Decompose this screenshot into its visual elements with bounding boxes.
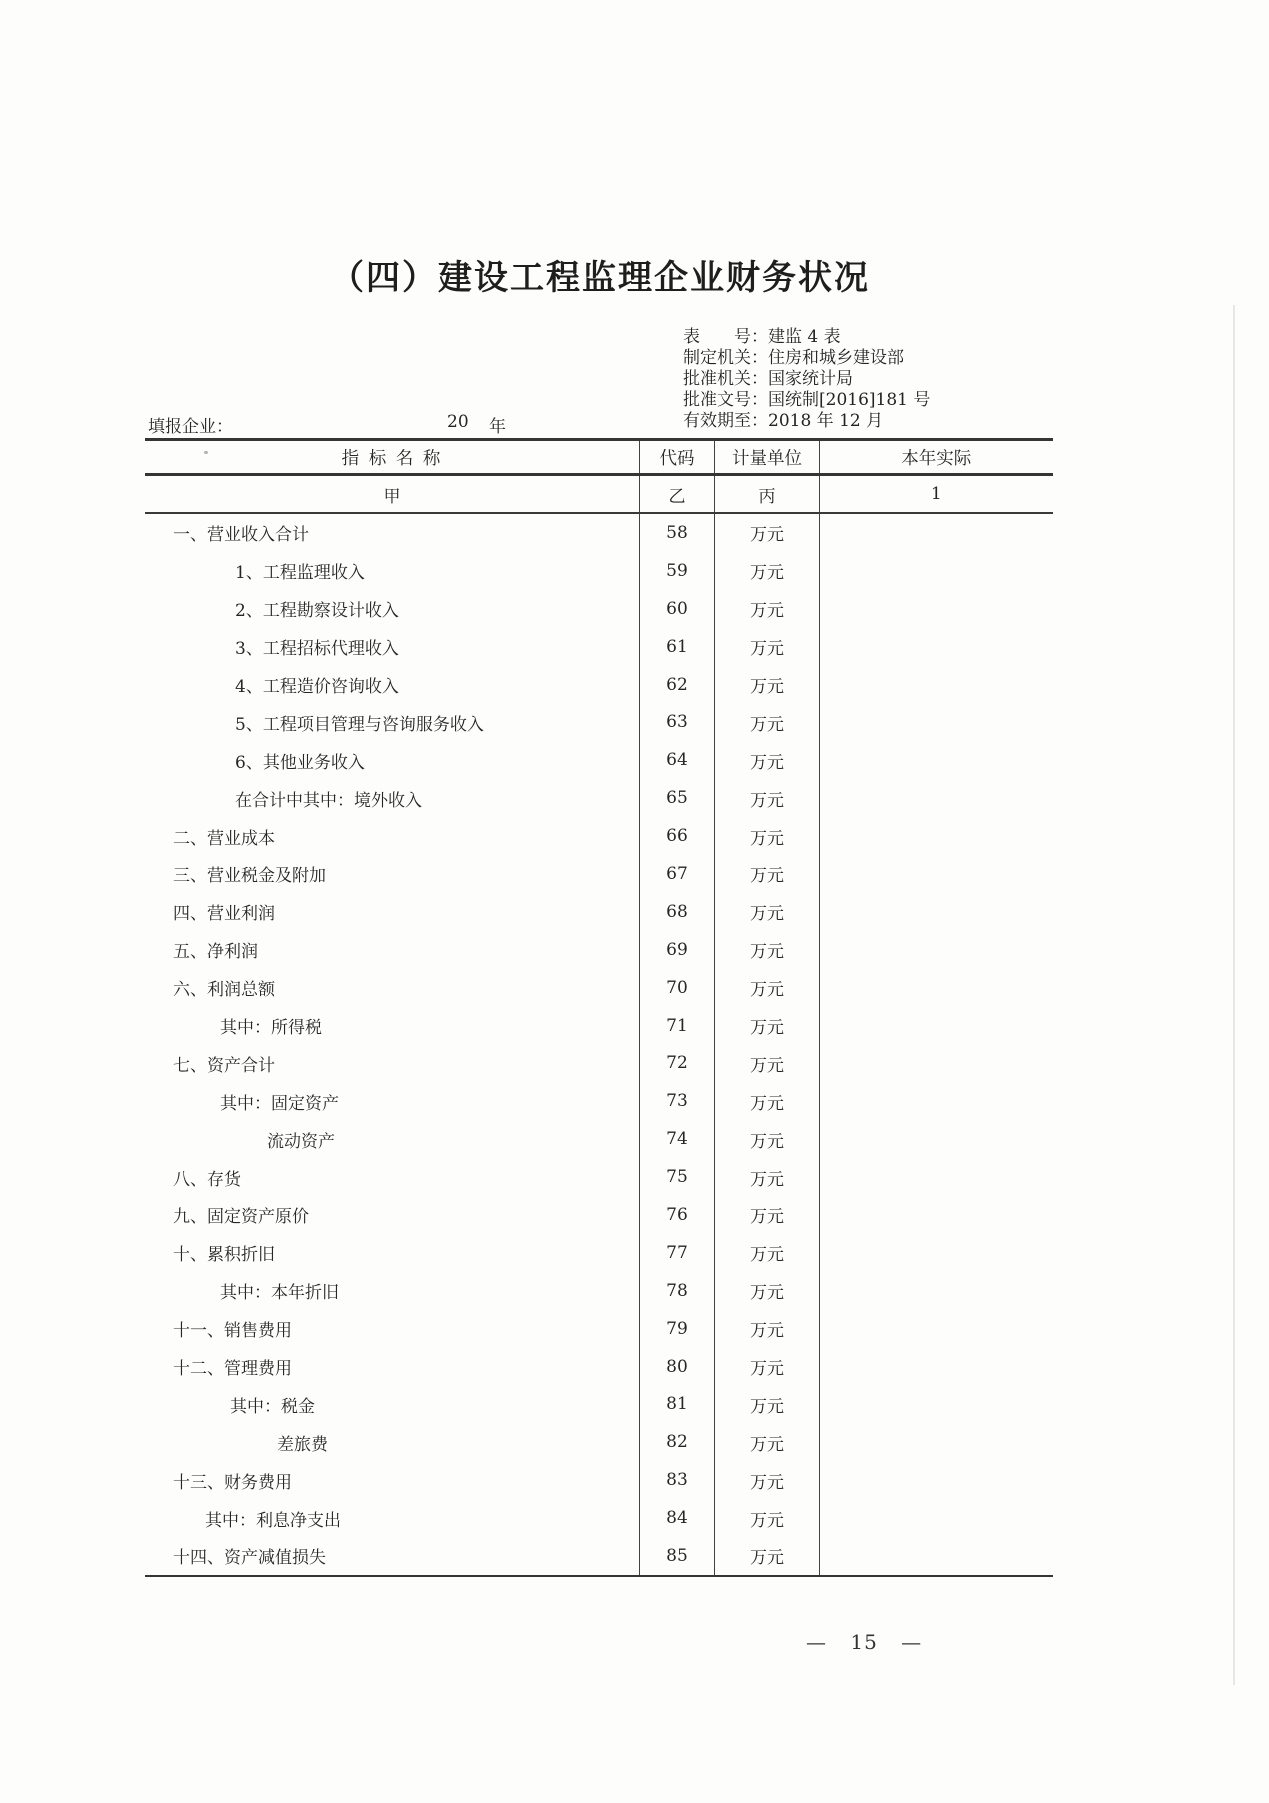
current-year-value-cell	[820, 1234, 1053, 1272]
indicator-name-cell: 其中：固定资产	[145, 1082, 640, 1120]
unit-cell: 万元	[715, 1537, 820, 1575]
table-row	[145, 628, 1053, 666]
header-code: 代码	[640, 441, 715, 473]
table-row	[145, 1007, 1053, 1045]
indicator-name-cell: 在合计中其中：境外收入	[145, 779, 640, 817]
subheader-one: 1	[930, 484, 942, 504]
unit-cell: 万元	[715, 931, 820, 969]
code-cell: 82	[640, 1423, 715, 1461]
current-year-value-cell	[820, 628, 1053, 666]
table-row	[145, 1196, 1053, 1234]
current-year-value-cell	[820, 1007, 1053, 1045]
meta-issuing-agency: 制定机关：住房和城乡建设部	[683, 348, 904, 368]
code-cell: 62	[640, 666, 715, 704]
current-year-value-cell	[820, 514, 1053, 552]
unit-cell: 万元	[715, 1196, 820, 1234]
unit-cell: 万元	[715, 1007, 820, 1045]
page-edge-shadow	[1233, 305, 1235, 1685]
indicator-name-cell: 六、利润总额	[145, 969, 640, 1007]
code-cell: 80	[640, 1348, 715, 1386]
current-year-value-cell	[820, 855, 1053, 893]
table-row	[145, 1120, 1053, 1158]
year-prefix: 20	[447, 412, 469, 432]
unit-cell: 万元	[715, 1385, 820, 1423]
indicator-name-cell: 其中：税金	[145, 1385, 640, 1423]
unit-cell: 万元	[715, 1082, 820, 1120]
current-year-value-cell	[820, 1310, 1053, 1348]
code-cell: 85	[640, 1537, 715, 1575]
current-year-value-cell	[820, 969, 1053, 1007]
indicator-name-cell: 一、营业收入合计	[145, 514, 640, 552]
unit-cell: 万元	[715, 666, 820, 704]
table-row	[145, 893, 1053, 931]
table-row	[145, 1158, 1053, 1196]
unit-cell: 万元	[715, 779, 820, 817]
code-cell: 69	[640, 931, 715, 969]
unit-cell: 万元	[715, 1234, 820, 1272]
current-year-value-cell	[820, 1196, 1053, 1234]
unit-cell: 万元	[715, 855, 820, 893]
subheader-bing: 丙	[715, 476, 820, 512]
indicator-name-cell: 6、其他业务收入	[145, 741, 640, 779]
indicator-name-cell: 四、营业利润	[145, 893, 640, 931]
indicator-name-cell: 其中：利息净支出	[145, 1499, 640, 1537]
code-cell: 70	[640, 969, 715, 1007]
table-row	[145, 514, 1053, 552]
current-year-value-cell	[820, 817, 1053, 855]
table-row	[145, 931, 1053, 969]
code-cell: 76	[640, 1196, 715, 1234]
table-row	[145, 855, 1053, 893]
table-row	[145, 703, 1053, 741]
indicator-name-cell: 流动资产	[145, 1120, 640, 1158]
current-year-value-cell	[820, 1044, 1053, 1082]
current-year-value-cell	[820, 552, 1053, 590]
unit-cell: 万元	[715, 590, 820, 628]
code-cell: 83	[640, 1461, 715, 1499]
indicator-name-cell: 八、存货	[145, 1158, 640, 1196]
table-row	[145, 1082, 1053, 1120]
financial-indicators-table	[145, 438, 1053, 1577]
indicator-name-cell: 差旅费	[145, 1423, 640, 1461]
subheader-jia: 甲	[145, 476, 640, 512]
table-row	[145, 1310, 1053, 1348]
table-row	[145, 1461, 1053, 1499]
table-row	[145, 1385, 1053, 1423]
current-year-value-cell	[820, 779, 1053, 817]
code-cell: 72	[640, 1044, 715, 1082]
code-cell: 63	[640, 703, 715, 741]
unit-cell: 万元	[715, 552, 820, 590]
indicator-name-cell: 十四、资产减值损失	[145, 1537, 640, 1575]
current-year-value-cell	[820, 1082, 1053, 1120]
table-row	[145, 552, 1053, 590]
code-cell: 59	[640, 552, 715, 590]
table-row	[145, 817, 1053, 855]
current-year-value-cell	[820, 1423, 1053, 1461]
current-year-value-cell	[820, 1385, 1053, 1423]
current-year-value-cell	[820, 1158, 1053, 1196]
unit-cell: 万元	[715, 1499, 820, 1537]
indicator-name-cell: 2、工程勘察设计收入	[145, 590, 640, 628]
current-year-value-cell	[820, 590, 1053, 628]
reporting-enterprise-line	[0, 412, 1269, 438]
table-row	[145, 1423, 1053, 1461]
code-cell: 78	[640, 1272, 715, 1310]
unit-cell: 万元	[715, 1348, 820, 1386]
meta-approval-document: 批准文号：国统制[2016]181 号	[683, 390, 931, 410]
code-cell: 71	[640, 1007, 715, 1045]
code-cell: 67	[640, 855, 715, 893]
scan-artifact-dot	[204, 451, 208, 454]
year-suffix: 年	[489, 417, 506, 437]
code-cell: 60	[640, 590, 715, 628]
code-cell: 61	[640, 628, 715, 666]
indicator-name-cell: 5、工程项目管理与咨询服务收入	[145, 703, 640, 741]
table-row	[145, 1537, 1053, 1575]
subheader-yi: 乙	[640, 476, 715, 512]
unit-cell: 万元	[715, 514, 820, 552]
code-cell: 75	[640, 1158, 715, 1196]
table-row	[145, 779, 1053, 817]
header-measure-unit: 计量单位	[715, 441, 820, 473]
current-year-value-cell	[820, 1537, 1053, 1575]
current-year-value-cell	[820, 741, 1053, 779]
indicator-name-cell: 三、营业税金及附加	[145, 855, 640, 893]
table-row	[145, 741, 1053, 779]
indicator-name-cell: 4、工程造价咨询收入	[145, 666, 640, 704]
unit-cell: 万元	[715, 1120, 820, 1158]
table-row	[145, 590, 1053, 628]
indicator-name-cell: 其中：所得税	[145, 1007, 640, 1045]
unit-cell: 万元	[715, 1158, 820, 1196]
page-number: — 15 —	[806, 1630, 923, 1654]
current-year-value-cell	[820, 1272, 1053, 1310]
table-header-row	[145, 441, 1053, 476]
indicator-name-cell: 1、工程监理收入	[145, 552, 640, 590]
indicator-name-cell: 十一、销售费用	[145, 1310, 640, 1348]
meta-valid-until: 有效期至：2018 年 12 月	[683, 411, 884, 431]
current-year-value-cell	[820, 1461, 1053, 1499]
indicator-name-cell: 七、资产合计	[145, 1044, 640, 1082]
indicator-name-cell: 五、净利润	[145, 931, 640, 969]
header-current-year-actual: 本年实际	[901, 448, 972, 469]
unit-cell: 万元	[715, 817, 820, 855]
unit-cell: 万元	[715, 969, 820, 1007]
code-cell: 58	[640, 514, 715, 552]
table-row	[145, 1272, 1053, 1310]
current-year-value-cell	[820, 703, 1053, 741]
code-cell: 64	[640, 741, 715, 779]
indicator-name-cell: 3、工程招标代理收入	[145, 628, 640, 666]
unit-cell: 万元	[715, 1423, 820, 1461]
indicator-name-cell: 九、固定资产原价	[145, 1196, 640, 1234]
unit-cell: 万元	[715, 703, 820, 741]
current-year-value-cell	[820, 666, 1053, 704]
table-row	[145, 1044, 1053, 1082]
code-cell: 77	[640, 1234, 715, 1272]
current-year-value-cell	[820, 1120, 1053, 1158]
code-cell: 68	[640, 893, 715, 931]
indicator-name-cell: 二、营业成本	[145, 817, 640, 855]
unit-cell: 万元	[715, 1461, 820, 1499]
code-cell: 84	[640, 1499, 715, 1537]
code-cell: 79	[640, 1310, 715, 1348]
unit-cell: 万元	[715, 1272, 820, 1310]
code-cell: 74	[640, 1120, 715, 1158]
unit-cell: 万元	[715, 893, 820, 931]
current-year-value-cell	[820, 893, 1053, 931]
table-row	[145, 969, 1053, 1007]
unit-cell: 万元	[715, 1310, 820, 1348]
reporting-enterprise-label: 填报企业：	[148, 417, 233, 437]
unit-cell: 万元	[715, 1044, 820, 1082]
table-row	[145, 1499, 1053, 1537]
indicator-name-cell: 十三、财务费用	[145, 1461, 640, 1499]
code-cell: 73	[640, 1082, 715, 1120]
current-year-value-cell	[820, 931, 1053, 969]
unit-cell: 万元	[715, 741, 820, 779]
table-body	[145, 514, 1053, 1577]
code-cell: 65	[640, 779, 715, 817]
current-year-value-cell	[820, 1348, 1053, 1386]
indicator-name-cell: 十、累积折旧	[145, 1234, 640, 1272]
indicator-name-cell: 其中：本年折旧	[145, 1272, 640, 1310]
table-subheader-row	[145, 476, 1053, 514]
code-cell: 81	[640, 1385, 715, 1423]
meta-table-number: 表 号：建监 4 表	[683, 327, 841, 347]
indicator-name-cell: 十二、管理费用	[145, 1348, 640, 1386]
current-year-value-cell	[820, 1499, 1053, 1537]
table-row	[145, 1234, 1053, 1272]
header-indicator-name: 指 标 名 称	[145, 441, 640, 473]
meta-approving-agency: 批准机关：国家统计局	[683, 369, 853, 389]
table-row	[145, 666, 1053, 704]
unit-cell: 万元	[715, 628, 820, 666]
code-cell: 66	[640, 817, 715, 855]
form-title: （四）建设工程监理企业财务状况	[330, 258, 870, 298]
table-row	[145, 1348, 1053, 1386]
